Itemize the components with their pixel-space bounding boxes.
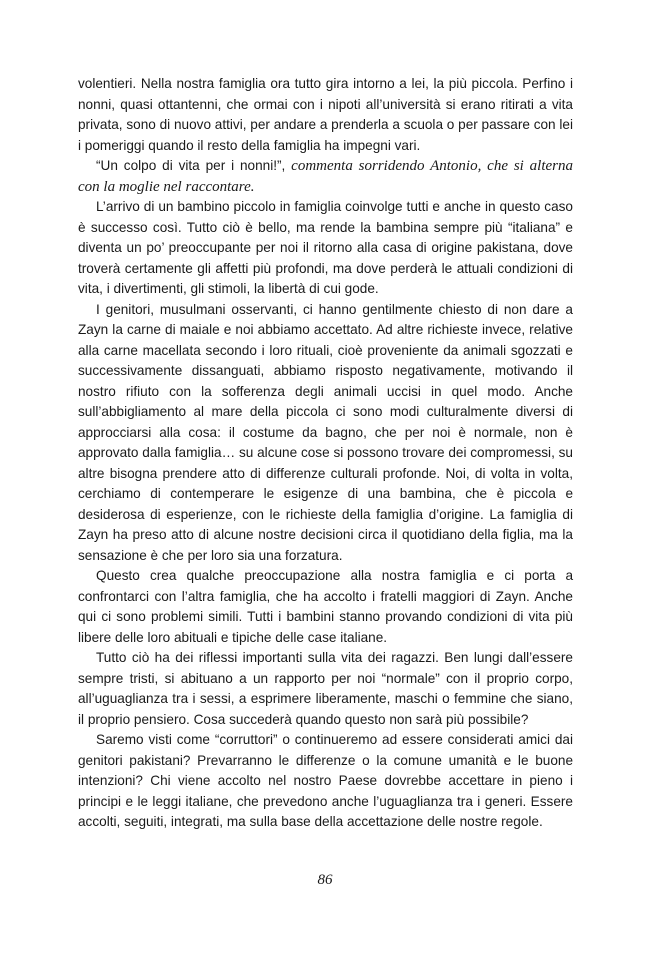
quote-commentary: commenta sorridendo Antonio, che si alterna con la moglie nel raccontare. bbox=[78, 158, 573, 195]
paragraph: Questo crea qualche preoccupazione alla nostra famiglia e ci porta a confrontarci con l’altra famiglia, che ha accolto i fratelli maggiori di Zayn. Anche qui ci sono problemi simili. Tutti i bambini stanno provando condizioni di vita più libere delle loro abituali e tipiche delle case italiane. bbox=[78, 568, 573, 645]
quote-text: “Un colpo di vita per i nonni!”, bbox=[96, 158, 286, 173]
paragraph: L’arrivo di un bambino piccolo in famiglia coinvolge tutti e anche in questo caso è successo così. Tutto ciò è bello, ma rende la bambina sempre più “italiana” e diventa un po’ preoccupante per noi il ritorno alla casa di origine pakistana, dove troverà certamente gli affetti più profondi, ma dove perderà le attuali condizioni di vita, i divertimenti, gli stimoli, la libertà di cui gode. bbox=[78, 199, 573, 296]
paragraph: I genitori, musulmani osservanti, ci hanno gentilmente chiesto di non dare a Zayn la carne di maiale e noi abbiamo accettato. Ad altre richieste invece, relative alla carne macellata secondo i loro rituali, cioè proveniente da animali sgozzati e successivamente dissanguati, abbiamo risposto negativamente, motivando il nostro rifiuto con la sofferenza degli animali uccisi in quel modo. Anche sull’abbigliamento al mare della piccola ci sono modi culturalmente diversi di approcciarsi alla cosa: il costume da bagno, che per noi è normale, non è approvato dalla famiglia… su alcune cose si possono trovare dei compromessi, su altre bisogna prendere atto di differenze culturali profonde. Noi, di volta in volta, cerchiamo di contemperare le esigenze di una bambina, che è piccola e desiderosa di esperienze, con le richieste della famiglia d’origine. La famiglia di Zayn ha preso atto di alcune nostre decisioni circa il quotidiano della figlia, ma la sensazione è che per loro sia una forzatura. bbox=[78, 301, 573, 563]
paragraph-continuation: volentieri. Nella nostra famiglia ora tutto gira intorno a lei, la più piccola. Perfino i nonni, quasi ottantenni, che ormai con i nipoti all’università si erano ritirati a vita privata, sono di nuovo attivi, per andare a prenderla a scuola o per passare con lei i pomeriggi quando il resto della famiglia ha impegni vari. bbox=[78, 76, 573, 153]
paragraph: Tutto ciò ha dei riflessi importanti sulla vita dei ragazzi. Ben lungi dall’essere sempre tristi, si abituano a un rapporto per noi “normale” con il proprio corpo, all’uguaglianza tra i sessi, a esprimere liberamente, maschi o femmine che siano, il proprio pensiero. Cosa succederà quando questo non sarà più possibile? bbox=[78, 650, 573, 727]
paragraph-quote bbox=[78, 156, 573, 197]
page-body bbox=[78, 74, 573, 833]
page-number: 86 bbox=[317, 872, 333, 888]
paragraph: Saremo visti come “corruttori” o continueremo ad essere considerati amici dai genitori pakistani? Prevarranno le differenze o la comune umanità e le buone intenzioni? Chi viene accolto nel nostro Paese dovrebbe accettare in pieno i principi e le leggi italiane, che prevedono anche l’uguaglianza tra i generi. Essere accolti, seguiti, integrati, ma sulla base della accettazione delle nostre regole. bbox=[78, 732, 573, 829]
